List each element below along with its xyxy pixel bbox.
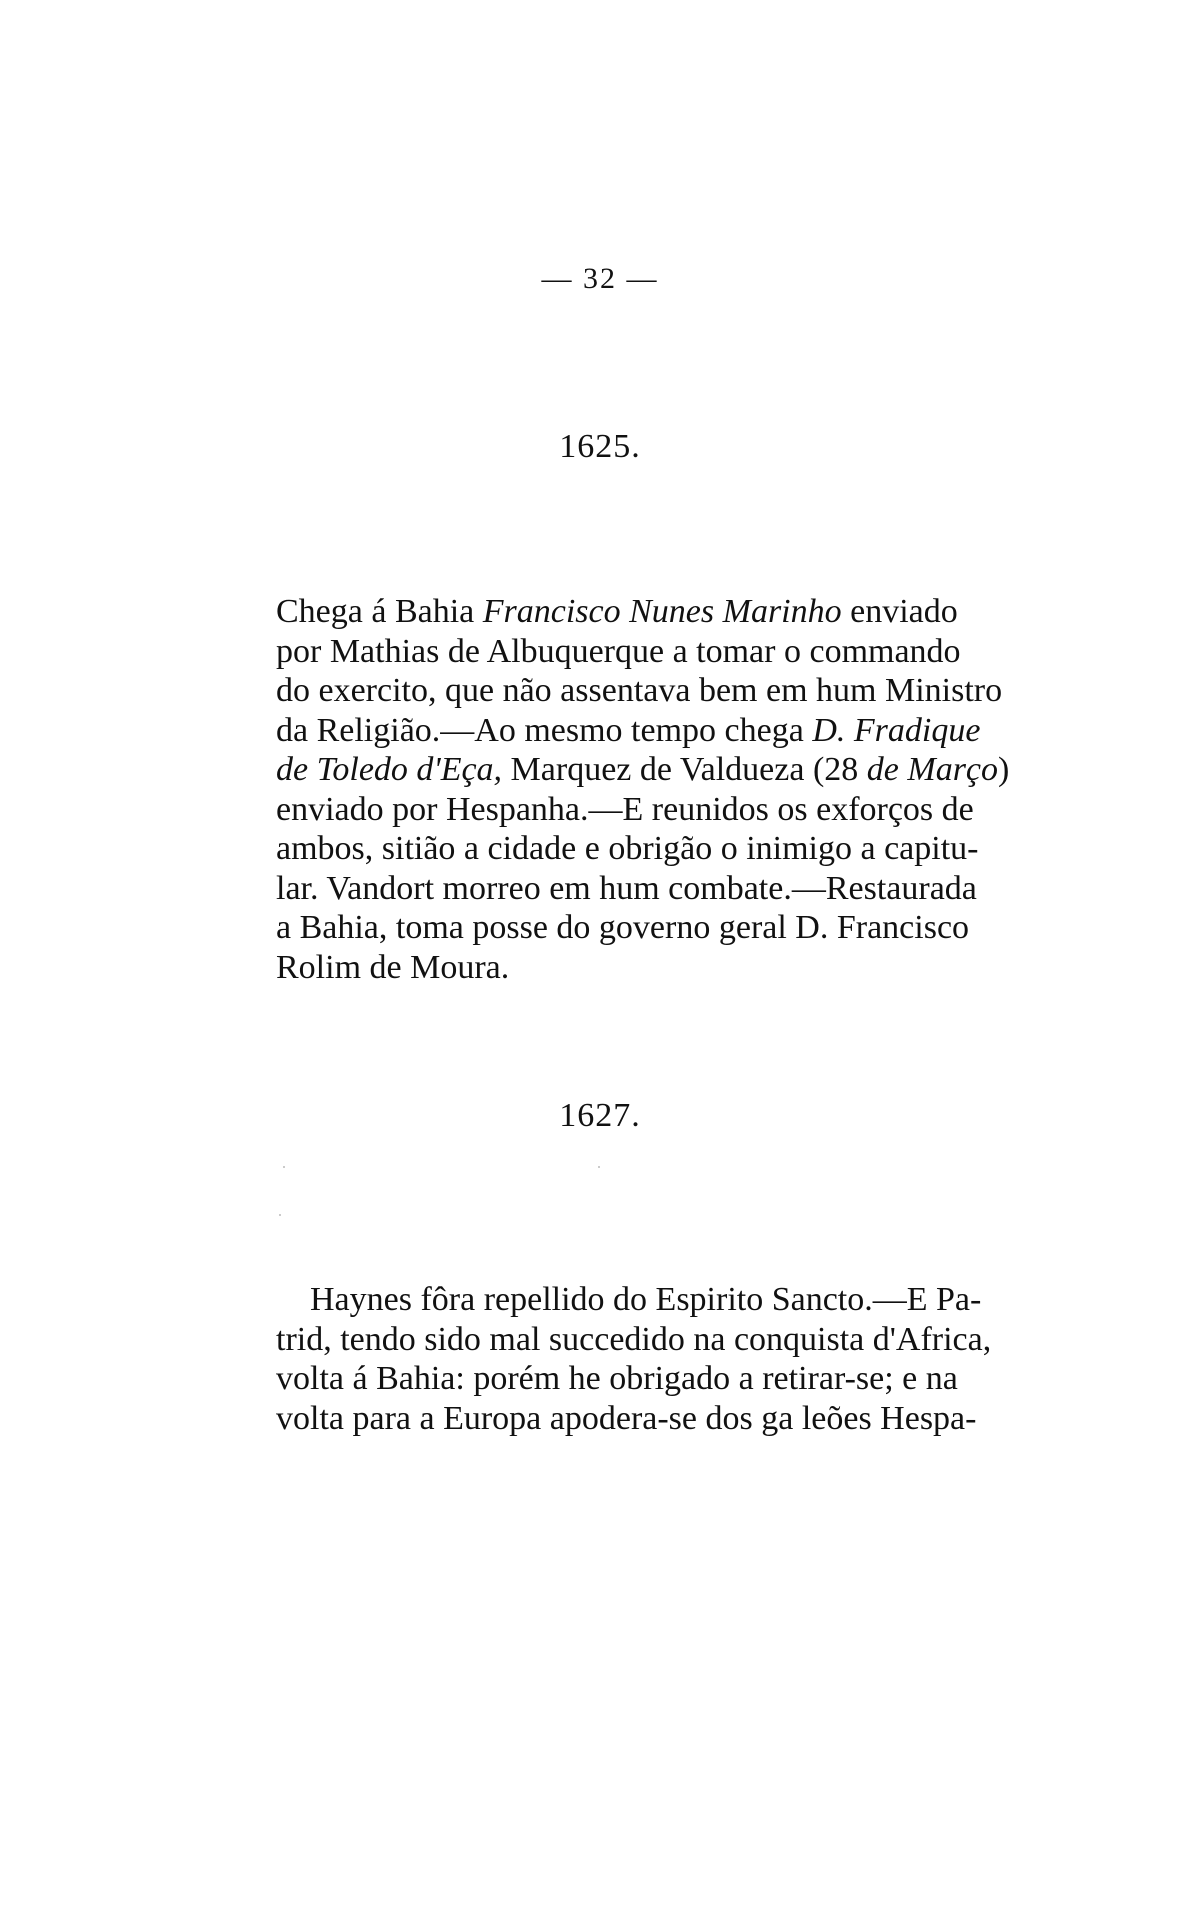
section-year-1627: 1627. [559,1097,641,1134]
text-line [276,908,970,948]
text-run: lar. Vandort morreo em hum combate.—Restaurada [276,869,977,907]
text-line [276,1280,982,1320]
text-run-italic: Francisco Nunes Marinho [482,593,842,630]
text-run: da Religião.—Ao mesmo tempo chega [276,711,813,749]
text-run: por Mathias de Albuquerque a tomar o commando [276,632,961,670]
text-run: do exercito, que não assentava bem em hum Ministro [276,672,1003,709]
text-run: volta á Bahia: porém he obrigado a retirar-se; e na [276,1360,958,1397]
page-number: — 32 — [541,262,659,295]
text-line [276,948,940,988]
text-line [276,1399,977,1439]
text-line [276,1320,992,1360]
text-run: enviado [841,593,958,630]
text-line [276,790,974,830]
section-year-1625: 1625. [559,428,641,465]
text-line [276,869,977,909]
text-line [276,632,961,672]
text-run-italic: de Toledo d'Eça, [276,751,503,788]
text-line [276,671,1003,711]
text-line [276,829,979,869]
text-run: trid, tendo sido mal succedido na conquista d'Africa, [276,1320,992,1358]
text-run: Haynes fôra repellido do Espirito Sancto.—E Pa- [310,1281,982,1318]
paragraph-1627 [276,1280,992,1438]
text-run-italic: de Março [866,751,999,788]
text-line [276,750,1010,790]
scan-speck [279,1214,281,1216]
paragraph-1625 [276,592,1010,987]
scan-speck [598,1166,600,1168]
text-run: volta para a Europa apodera-se dos ga leões Hespa- [276,1399,977,1437]
text-run: ambos, sitião a cidade e obrigão o inimigo a capitu- [276,830,979,867]
text-run: a Bahia, toma posse do governo geral D. Francisco [276,909,970,946]
text-run: ) [998,751,1010,788]
text-line [276,711,981,751]
text-line [276,592,958,632]
text-run: Chega á Bahia [276,593,483,630]
text-run: Marquez de Valdueza (28 [502,751,867,788]
text-run-italic: D. Fradique [812,711,981,749]
text-run: enviado por Hespanha.—E reunidos os exforços de [276,790,974,828]
text-run: Rolim de Moura. [276,948,510,986]
text-line [276,1359,958,1399]
scan-speck [283,1166,285,1168]
